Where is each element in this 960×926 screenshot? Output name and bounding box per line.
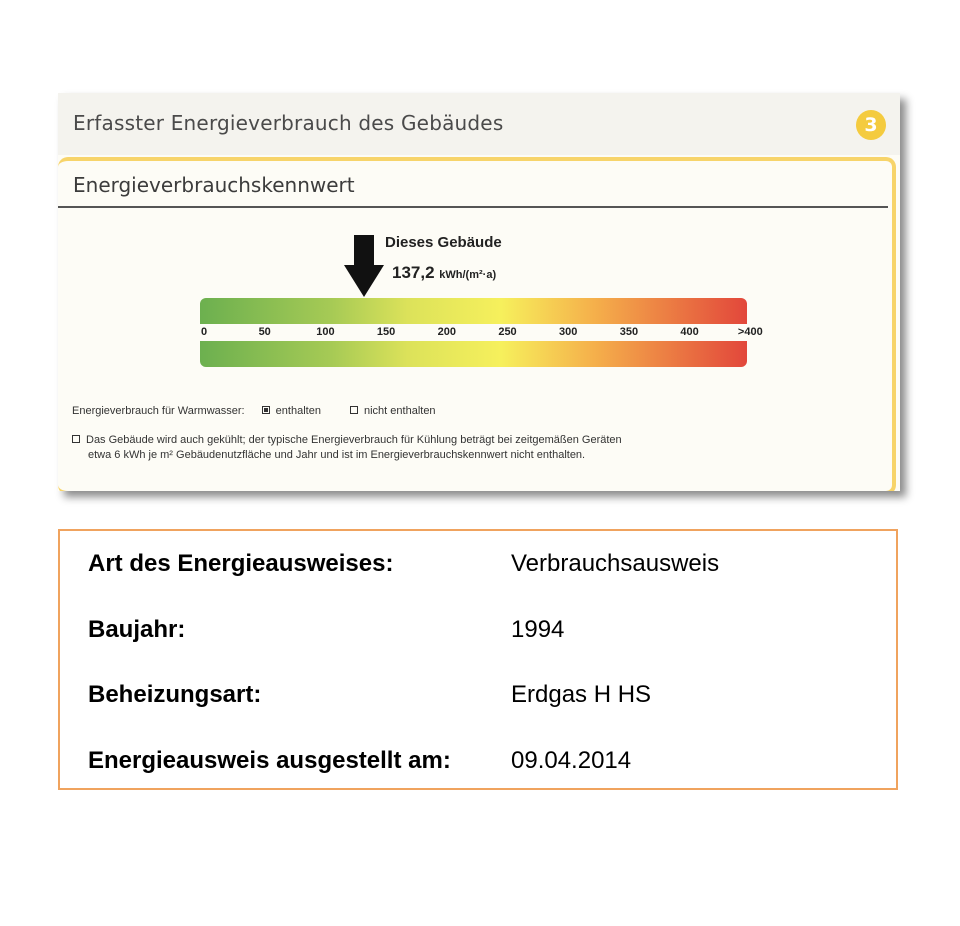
cooling-note-line1: Das Gebäude wird auch gekühlt; der typische Energieverbrauch für Kühlung beträgt bei zeitgemäßen Geräten [86,434,622,446]
warmwater-included-checkbox [262,406,270,414]
section-number-badge: 3 [856,110,886,140]
section-divider [58,206,888,208]
building-indicator-label: Dieses Gebäude [385,234,502,251]
scale-tick-label: 100 [316,326,335,338]
down-arrow-icon [344,235,384,297]
building-value-unit: kWh/(m²·a) [439,269,497,281]
energy-scale-bar-bottom [200,341,747,367]
warmwater-not-included-checkbox [350,406,358,414]
scale-tick-label: 150 [376,326,396,338]
building-value-number: 137,2 [392,263,435,282]
cooling-note-line2: etwa 6 kWh je m² Gebäudenutzfläche und Jahr und ist im Energieverbrauchskennwert nicht enthalten. [88,449,586,461]
warmwater-row [72,405,436,417]
section-title: Energieverbrauchskennwert [73,173,355,197]
info-label-year: Baujahr: [88,616,186,643]
scale-tick-label: 350 [619,326,639,338]
scale-tick-label: 0 [200,326,208,338]
building-indicator-value [392,263,496,283]
scale-tick-label: 50 [258,326,271,338]
scale-tick-label: 200 [437,326,456,338]
scale-tick-label: >400 [737,326,763,338]
cooling-note [72,433,622,463]
warmwater-included-label: enthalten [275,405,321,417]
info-label-type: Art des Energieausweises: [88,550,394,577]
scale-tick-label: 300 [559,326,578,338]
cooling-checkbox [72,435,80,443]
scan-header-title: Erfasster Energieverbrauch des Gebäudes [73,111,504,135]
scale-tick-label: 400 [680,326,699,338]
scale-tick-label: 250 [498,326,517,338]
info-value-type: Verbrauchsausweis [511,550,720,577]
info-value-year: 1994 [511,616,565,643]
info-value-heating: Erdgas H HS [511,681,652,708]
certificate-info-box [58,529,898,790]
energy-scale-bar-top [200,298,747,324]
info-label-heating: Beheizungsart: [88,681,262,708]
scan-header [58,93,900,155]
warmwater-label: Energieverbrauch für Warmwasser: [72,405,245,417]
energy-certificate-scan [58,93,900,491]
info-label-issued: Energieausweis ausgestellt am: [88,747,451,774]
info-value-issued: 09.04.2014 [511,747,632,774]
warmwater-not-included-label: nicht enthalten [364,405,436,417]
